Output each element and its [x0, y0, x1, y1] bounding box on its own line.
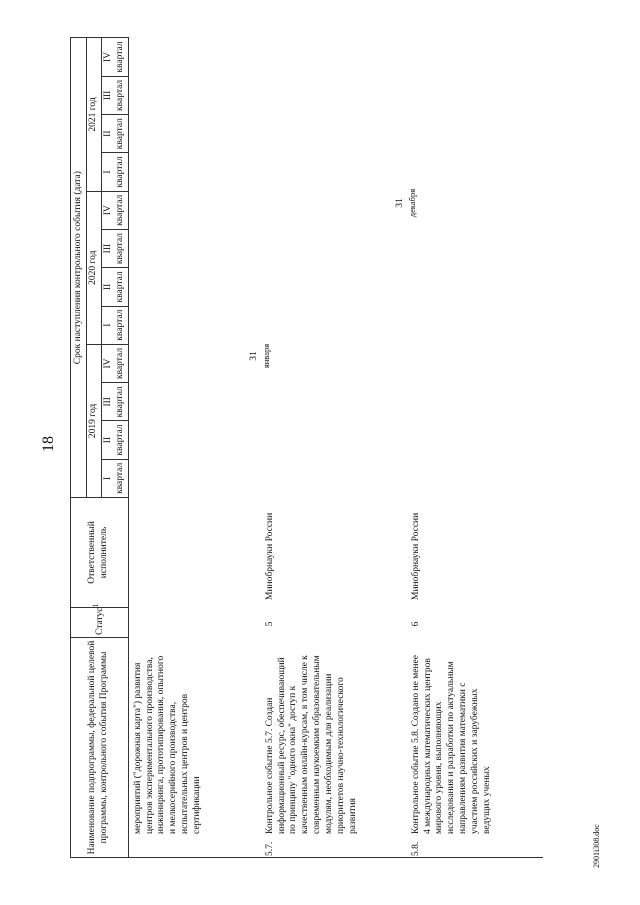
row-deadline — [395, 178, 418, 228]
quarter-header: III квартал — [101, 383, 128, 421]
quarter-header: I квартал — [101, 459, 128, 497]
rotated-table-block — [70, 38, 544, 858]
header-table — [70, 37, 129, 858]
header-status-cell — [71, 603, 129, 638]
header-name-cell: Наименование подпрограммы, федеральной целевой программы, контрольного события Программы — [71, 638, 129, 858]
quarter-header: III квартал — [101, 229, 128, 267]
footer-filename: 2901i308.doc — [592, 824, 601, 868]
row-status: 6 — [410, 621, 421, 627]
quarter-header: IV квартал — [101, 38, 128, 76]
row-text: Контрольное событие 5.7. Создан информационный ресурс, обеспечивающий по принципу "одного окна" доступ к качественным онлайн-курсам, в том числе к современным наукоемким образовательным модулям, необходимым для реализации приоритетов научно-технологического развития — [264, 655, 358, 834]
quarter-header: II квартал — [101, 421, 128, 459]
table-row — [411, 644, 494, 856]
deadline-month: января — [260, 343, 271, 369]
header-status-footnote: 1 — [91, 603, 101, 608]
table-row — [265, 644, 360, 856]
row-deadline — [249, 331, 272, 381]
quarter-header: I квартал — [101, 306, 128, 344]
row-number: 5.8. — [410, 841, 421, 856]
row-number: 5.7. — [264, 841, 275, 856]
deadline-month: декабря — [406, 188, 417, 218]
page-number: 18 — [40, 436, 57, 452]
row-responsible: Минобрнауки России — [264, 512, 275, 600]
row-responsible: Минобрнауки России — [410, 512, 421, 600]
header-deadline-cell: Срок наступления контрольного события (дата) — [71, 38, 87, 498]
table-row — [133, 644, 204, 856]
table-left-border — [129, 857, 543, 858]
quarter-header: II квартал — [101, 268, 128, 306]
row-text: мероприятий ("дорожная карта") развития центров экспериментального производства, инжиниринга, прототипирования, опытного и мелкосерийного производства, испытательных центров и центров сертификации — [132, 655, 202, 834]
row-status: 5 — [264, 621, 275, 627]
table-body — [129, 38, 543, 858]
deadline-day: 31 — [248, 351, 259, 361]
header-year-2020: 2020 год — [87, 191, 102, 344]
header-year-2021: 2021 год — [87, 38, 102, 191]
deadline-day: 31 — [394, 198, 405, 208]
header-responsible-cell: Ответственный исполнитель — [71, 498, 129, 608]
header-year-2019: 2019 год — [87, 344, 102, 497]
quarter-header: III квартал — [101, 76, 128, 114]
quarter-header: IV квартал — [101, 344, 128, 382]
quarter-header: II квартал — [101, 115, 128, 153]
row-text: Контрольное событие 5.8. Создано не менее 4 международных математических центров мирового уровня, выполняющих исследования и разработки по актуальным направлениям развития математики с участием российских и зарубежных ведущих ученых — [410, 655, 492, 834]
quarter-header: IV квартал — [101, 191, 128, 229]
header-status-label: Статус — [95, 607, 106, 635]
quarter-header: I квартал — [101, 153, 128, 191]
